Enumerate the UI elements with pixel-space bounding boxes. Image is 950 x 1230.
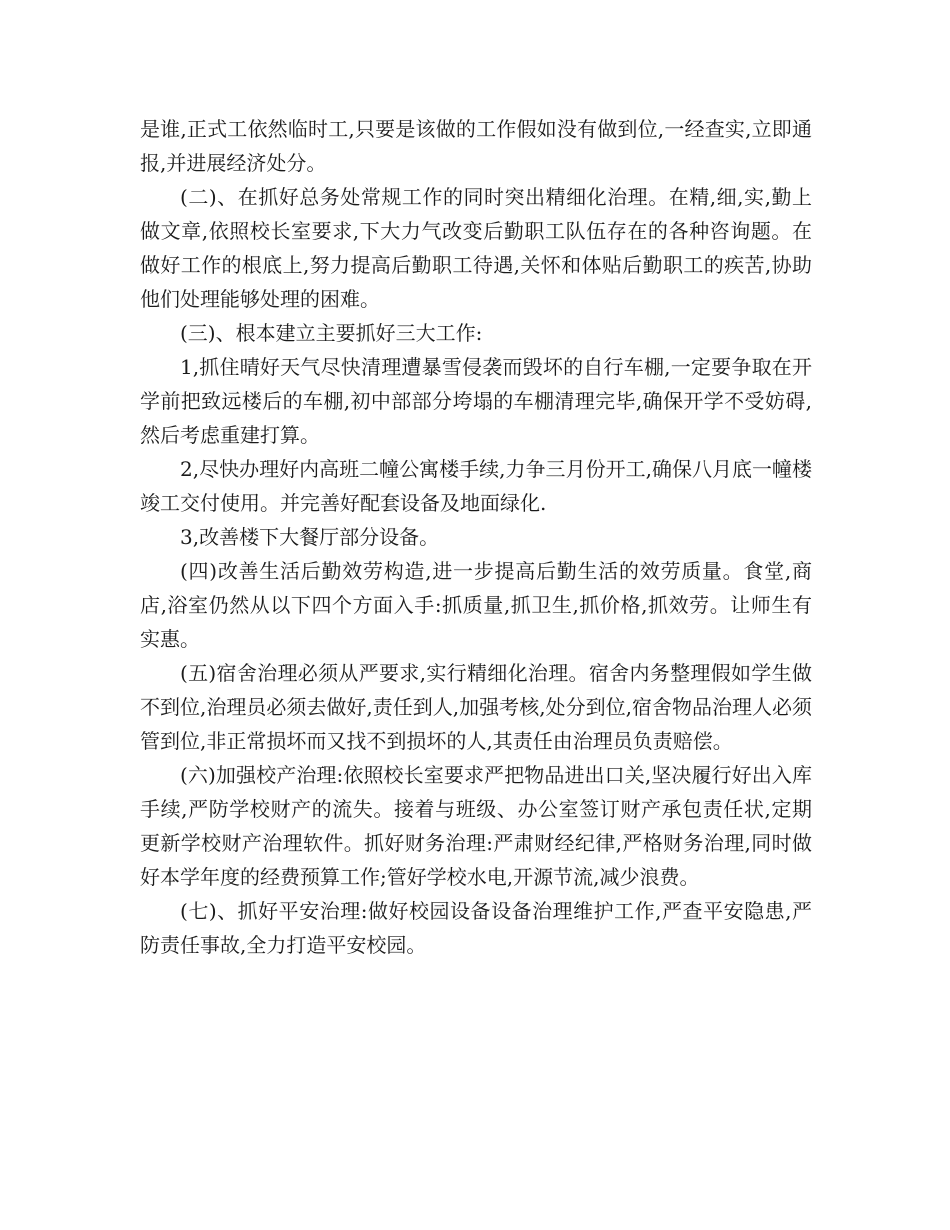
paragraph-section-2: (二)、在抓好总务处常规工作的同时突出精细化治理。在精,细,实,勤上做文章,依照校长室要求,下大力气改变后勤职工队伍存在的各种咨询题。在做好工作的根底上,努力提高后勤职工待遇,关怀和体贴后勤职工的疾苦,协助他们处理能够处理的困难。 bbox=[140, 185, 812, 311]
paragraph-section-7: (七)、抓好平安治理:做好校园设备设备治理维护工作,严查平安隐患,严防责任事故,全力打造平安校园。 bbox=[140, 899, 812, 957]
paragraph-item-1: 1,抓住晴好天气尽快清理遭暴雪侵袭而毁坏的自行车棚,一定要争取在开学前把致远楼后的车棚,初中部部分垮塌的车棚清理完毕,确保开学不受妨碍,然后考虑重建打算。 bbox=[140, 355, 812, 447]
paragraph-section-5: (五)宿舍治理必须从严要求,实行精细化治理。宿舍内务整理假如学生做不到位,治理员必须去做好,责任到人,加强考核,处分到位,宿舍物品治理人必须管到位,非正常损坏而又找不到损坏的人,其责任由治理员负责赔偿。 bbox=[140, 661, 812, 753]
document-body bbox=[140, 112, 812, 962]
paragraph-section-3: (三)、根本建立主要抓好三大工作: bbox=[180, 321, 483, 345]
paragraph-item-2: 2,尽快办理好内高班二幢公寓楼手续,力争三月份开工,确保八月底一幢楼竣工交付使用。并完善好配套设备及地面绿化. bbox=[140, 457, 812, 515]
paragraph-section-6: (六)加强校产治理:依照校长室要求严把物品进出口关,坚决履行好出入库手续,严防学校财产的流失。接着与班级、办公室签订财产承包责任状,定期更新学校财产治理软件。抓好财务治理:严肃财经纪律,严格财务治理,同时做好本学年度的经费预算工作;管好学校水电,开源节流,减少浪费。 bbox=[140, 763, 812, 889]
paragraph-section-4: (四)改善生活后勤效劳构造,进一步提高后勤生活的效劳质量。食堂,商店,浴室仍然从以下四个方面入手:抓质量,抓卫生,抓价格,抓效劳。让师生有实惠。 bbox=[140, 559, 812, 651]
paragraph-continuation: 是谁,正式工依然临时工,只要是该做的工作假如没有做到位,一经查实,立即通报,并进展经济处分。 bbox=[140, 117, 812, 175]
paragraph-item-3: 3,改善楼下大餐厅部分设备。 bbox=[180, 525, 440, 549]
